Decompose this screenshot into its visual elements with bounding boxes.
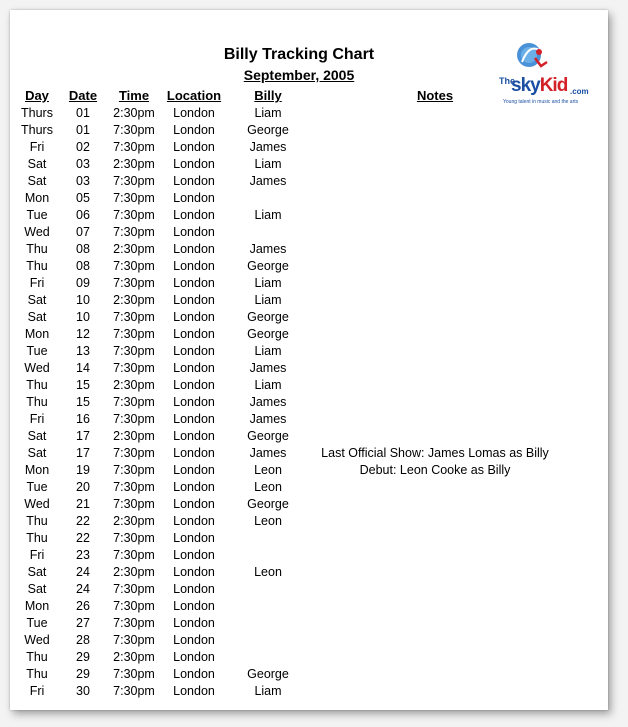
cell-date: 03 — [76, 173, 90, 188]
cell-date: 24 — [76, 564, 90, 579]
cell-notes — [310, 308, 560, 325]
cell-day: Thu — [26, 258, 48, 273]
cell-time: 2:30pm — [113, 428, 155, 443]
document-page — [10, 10, 608, 710]
cell-notes — [310, 597, 560, 614]
cell-time: 7:30pm — [113, 411, 155, 426]
cell-notes — [310, 614, 560, 631]
cell-location: London — [173, 122, 215, 137]
cell-day: Fri — [29, 411, 45, 426]
cell-location: London — [173, 598, 215, 613]
table-row — [14, 614, 560, 631]
cell-time: 2:30pm — [113, 105, 155, 120]
cell-date: 14 — [76, 360, 90, 375]
cell-billy: James — [249, 241, 287, 256]
cell-time: 2:30pm — [113, 377, 155, 392]
cell-time: 7:30pm — [113, 207, 155, 222]
cell-billy — [226, 614, 310, 631]
cell-time: 7:30pm — [113, 258, 155, 273]
cell-date: 24 — [76, 581, 90, 596]
cell-location: London — [173, 377, 215, 392]
cell-time: 7:30pm — [113, 275, 155, 290]
logo-sky: sky — [511, 75, 540, 96]
cell-date: 01 — [76, 105, 90, 120]
cell-billy: Liam — [254, 105, 282, 120]
logo-domain: .com — [570, 87, 589, 96]
table-row — [14, 478, 560, 495]
cell-notes — [310, 376, 560, 393]
cell-time: 7:30pm — [113, 139, 155, 154]
logo-tagline: Young talent in music and the arts — [503, 99, 579, 105]
cell-notes — [310, 172, 560, 189]
cell-day: Sat — [27, 173, 47, 188]
cell-date: 19 — [76, 462, 90, 477]
cell-time: 7:30pm — [113, 326, 155, 341]
cell-notes — [310, 189, 560, 206]
cell-time: 7:30pm — [113, 190, 155, 205]
cell-date: 12 — [76, 326, 90, 341]
cell-date: 22 — [76, 530, 90, 545]
header-location: Location — [166, 88, 222, 103]
cell-billy: James — [249, 360, 287, 375]
header-notes: Notes — [416, 88, 454, 103]
cell-billy — [226, 648, 310, 665]
table-row — [14, 359, 560, 376]
cell-billy — [226, 529, 310, 546]
cell-notes — [310, 274, 560, 291]
cell-date: 01 — [76, 122, 90, 137]
cell-time: 2:30pm — [113, 513, 155, 528]
cell-day: Fri — [29, 683, 45, 698]
table-row — [14, 257, 560, 274]
cell-notes — [310, 393, 560, 410]
table-row — [14, 189, 560, 206]
table-body — [14, 104, 560, 699]
cell-location: London — [173, 309, 215, 324]
table-row — [14, 121, 560, 138]
cell-day: Tue — [26, 615, 48, 630]
cell-billy: James — [249, 394, 287, 409]
cell-notes — [310, 631, 560, 648]
cell-notes — [310, 240, 560, 257]
cell-day: Wed — [24, 632, 50, 647]
table-row — [14, 155, 560, 172]
cell-time: 7:30pm — [113, 224, 155, 239]
cell-notes: Last Official Show: James Lomas as Billy — [321, 445, 549, 460]
table-row — [14, 376, 560, 393]
cell-location: London — [173, 241, 215, 256]
table-row — [14, 682, 560, 699]
cell-day: Fri — [29, 139, 45, 154]
cell-billy — [226, 597, 310, 614]
cell-date: 29 — [76, 666, 90, 681]
cell-notes — [310, 104, 560, 121]
cell-date: 20 — [76, 479, 90, 494]
table-row — [14, 648, 560, 665]
cell-day: Thu — [26, 241, 48, 256]
cell-time: 2:30pm — [113, 241, 155, 256]
tracking-table — [14, 87, 560, 699]
cell-notes — [310, 223, 560, 240]
cell-day: Thu — [26, 513, 48, 528]
cell-notes — [310, 478, 560, 495]
cell-notes — [310, 546, 560, 563]
cell-location: London — [173, 547, 215, 562]
cell-billy: James — [249, 445, 287, 460]
cell-location: London — [173, 428, 215, 443]
cell-day: Wed — [24, 496, 50, 511]
cell-billy — [226, 631, 310, 648]
table-row — [14, 393, 560, 410]
cell-date: 21 — [76, 496, 90, 511]
cell-date: 26 — [76, 598, 90, 613]
cell-date: 05 — [76, 190, 90, 205]
cell-date: 06 — [76, 207, 90, 222]
table-row — [14, 223, 560, 240]
table-row — [14, 172, 560, 189]
table-row — [14, 291, 560, 308]
cell-location: London — [173, 275, 215, 290]
table-row — [14, 104, 560, 121]
cell-time: 7:30pm — [113, 360, 155, 375]
cell-date: 29 — [76, 649, 90, 664]
cell-location: London — [173, 224, 215, 239]
cell-day: Sat — [27, 309, 47, 324]
cell-date: 17 — [76, 445, 90, 460]
cell-day: Thu — [26, 649, 48, 664]
cell-notes — [310, 682, 560, 699]
cell-date: 10 — [76, 309, 90, 324]
cell-time: 7:30pm — [113, 632, 155, 647]
cell-day: Tue — [26, 479, 48, 494]
cell-notes — [310, 257, 560, 274]
table-row — [14, 206, 560, 223]
table-row — [14, 325, 560, 342]
cell-time: 7:30pm — [113, 462, 155, 477]
cell-time: 2:30pm — [113, 156, 155, 171]
table-row — [14, 444, 560, 461]
cell-time: 7:30pm — [113, 581, 155, 596]
cell-day: Thu — [26, 530, 48, 545]
cell-billy — [226, 546, 310, 563]
table-row — [14, 461, 560, 478]
cell-notes — [310, 529, 560, 546]
cell-date: 15 — [76, 377, 90, 392]
cell-location: London — [173, 683, 215, 698]
cell-billy: Leon — [254, 513, 282, 528]
cell-notes: Debut: Leon Cooke as Billy — [359, 462, 511, 477]
cell-day: Fri — [29, 547, 45, 562]
cell-billy: Liam — [254, 207, 282, 222]
cell-date: 03 — [76, 156, 90, 171]
cell-date: 23 — [76, 547, 90, 562]
page-title: Billy Tracking Chart — [223, 46, 375, 63]
cell-time: 7:30pm — [113, 666, 155, 681]
cell-notes — [310, 665, 560, 682]
cell-date: 10 — [76, 292, 90, 307]
cell-time: 7:30pm — [113, 343, 155, 358]
cell-time: 7:30pm — [113, 309, 155, 324]
cell-time: 7:30pm — [113, 530, 155, 545]
cell-location: London — [173, 411, 215, 426]
logo-kid: Kid — [539, 75, 568, 96]
cell-day: Mon — [24, 462, 50, 477]
cell-billy: George — [247, 258, 289, 273]
cell-time: 2:30pm — [113, 564, 155, 579]
cell-time: 2:30pm — [113, 292, 155, 307]
cell-billy: George — [247, 428, 289, 443]
cell-billy: James — [249, 139, 287, 154]
cell-location: London — [173, 343, 215, 358]
cell-billy: Liam — [254, 156, 282, 171]
cell-billy: George — [247, 122, 289, 137]
cell-day: Sat — [27, 581, 47, 596]
cell-location: London — [173, 105, 215, 120]
table-row — [14, 529, 560, 546]
cell-time: 7:30pm — [113, 683, 155, 698]
cell-notes — [310, 291, 560, 308]
cell-date: 22 — [76, 513, 90, 528]
cell-billy: Liam — [254, 275, 282, 290]
table-row — [14, 274, 560, 291]
cell-notes — [310, 512, 560, 529]
cell-date: 17 — [76, 428, 90, 443]
cell-day: Sat — [27, 292, 47, 307]
cell-notes — [310, 325, 560, 342]
cell-day: Tue — [26, 207, 48, 222]
cell-day: Sat — [27, 156, 47, 171]
cell-location: London — [173, 394, 215, 409]
cell-location: London — [173, 258, 215, 273]
header-time: Time — [118, 88, 150, 103]
cell-notes — [310, 563, 560, 580]
cell-billy: James — [249, 173, 287, 188]
cell-location: London — [173, 564, 215, 579]
cell-day: Thurs — [21, 122, 53, 137]
cell-location: London — [173, 513, 215, 528]
cell-location: London — [173, 173, 215, 188]
cell-billy — [226, 580, 310, 597]
table-row — [14, 597, 560, 614]
table-row — [14, 410, 560, 427]
cell-notes — [310, 495, 560, 512]
cell-notes — [310, 155, 560, 172]
cell-time: 7:30pm — [113, 496, 155, 511]
cell-billy: Liam — [254, 343, 282, 358]
cell-time: 7:30pm — [113, 479, 155, 494]
cell-billy: Leon — [254, 479, 282, 494]
logo-the: The — [499, 76, 516, 86]
cell-notes — [310, 359, 560, 376]
cell-notes — [310, 206, 560, 223]
cell-location: London — [173, 496, 215, 511]
cell-time: 7:30pm — [113, 394, 155, 409]
cell-day: Mon — [24, 326, 50, 341]
cell-location: London — [173, 156, 215, 171]
cell-time: 7:30pm — [113, 445, 155, 460]
cell-location: London — [173, 292, 215, 307]
table-row — [14, 665, 560, 682]
table-row — [14, 240, 560, 257]
cell-date: 16 — [76, 411, 90, 426]
cell-time: 7:30pm — [113, 122, 155, 137]
cell-location: London — [173, 462, 215, 477]
cell-date: 15 — [76, 394, 90, 409]
cell-time: 7:30pm — [113, 173, 155, 188]
cell-location: London — [173, 632, 215, 647]
table-row — [14, 308, 560, 325]
cell-date: 08 — [76, 258, 90, 273]
cell-billy: George — [247, 309, 289, 324]
cell-day: Tue — [26, 343, 48, 358]
cell-notes — [310, 410, 560, 427]
cell-date: 30 — [76, 683, 90, 698]
cell-billy — [226, 189, 310, 206]
cell-day: Mon — [24, 190, 50, 205]
cell-day: Thu — [26, 666, 48, 681]
cell-location: London — [173, 530, 215, 545]
header-billy: Billy — [254, 88, 282, 103]
cell-billy: Liam — [254, 683, 282, 698]
cell-date: 27 — [76, 615, 90, 630]
cell-billy: James — [249, 411, 287, 426]
cell-billy: Liam — [254, 377, 282, 392]
cell-billy: Leon — [254, 564, 282, 579]
cell-date: 02 — [76, 139, 90, 154]
cell-day: Sat — [27, 564, 47, 579]
cell-notes — [310, 427, 560, 444]
table-row — [14, 580, 560, 597]
cell-location: London — [173, 190, 215, 205]
cell-billy: Leon — [254, 462, 282, 477]
logo-figure-icon — [495, 40, 605, 80]
cell-location: London — [173, 326, 215, 341]
cell-date: 07 — [76, 224, 90, 239]
cell-date: 13 — [76, 343, 90, 358]
table-row — [14, 138, 560, 155]
cell-billy: Liam — [254, 292, 282, 307]
cell-day: Wed — [24, 224, 50, 239]
header-day: Day — [25, 88, 49, 103]
cell-time: 7:30pm — [113, 547, 155, 562]
table-row — [14, 631, 560, 648]
cell-day: Thu — [26, 377, 48, 392]
cell-notes — [310, 648, 560, 665]
cell-location: London — [173, 360, 215, 375]
cell-billy — [226, 223, 310, 240]
cell-day: Thurs — [21, 105, 53, 120]
cell-day: Mon — [24, 598, 50, 613]
cell-day: Fri — [29, 275, 45, 290]
table-row — [14, 546, 560, 563]
cell-time: 7:30pm — [113, 598, 155, 613]
table-row — [14, 512, 560, 529]
cell-billy: George — [247, 666, 289, 681]
cell-time: 7:30pm — [113, 615, 155, 630]
cell-location: London — [173, 479, 215, 494]
cell-notes — [310, 138, 560, 155]
cell-date: 09 — [76, 275, 90, 290]
page-subtitle: September, 2005 — [243, 67, 355, 83]
cell-date: 08 — [76, 241, 90, 256]
table-row — [14, 427, 560, 444]
cell-notes — [310, 580, 560, 597]
cell-day: Sat — [27, 428, 47, 443]
table-header-row — [14, 87, 560, 104]
cell-notes — [310, 121, 560, 138]
header-date: Date — [68, 88, 98, 103]
cell-location: London — [173, 581, 215, 596]
cell-time: 2:30pm — [113, 649, 155, 664]
cell-day: Sat — [27, 445, 47, 460]
cell-location: London — [173, 445, 215, 460]
table-row — [14, 563, 560, 580]
cell-location: London — [173, 649, 215, 664]
cell-billy: George — [247, 496, 289, 511]
cell-day: Thu — [26, 394, 48, 409]
table-row — [14, 342, 560, 359]
cell-billy: George — [247, 326, 289, 341]
table-row — [14, 495, 560, 512]
cell-location: London — [173, 615, 215, 630]
cell-location: London — [173, 139, 215, 154]
cell-notes — [310, 342, 560, 359]
cell-date: 28 — [76, 632, 90, 647]
cell-location: London — [173, 207, 215, 222]
cell-day: Wed — [24, 360, 50, 375]
cell-location: London — [173, 666, 215, 681]
